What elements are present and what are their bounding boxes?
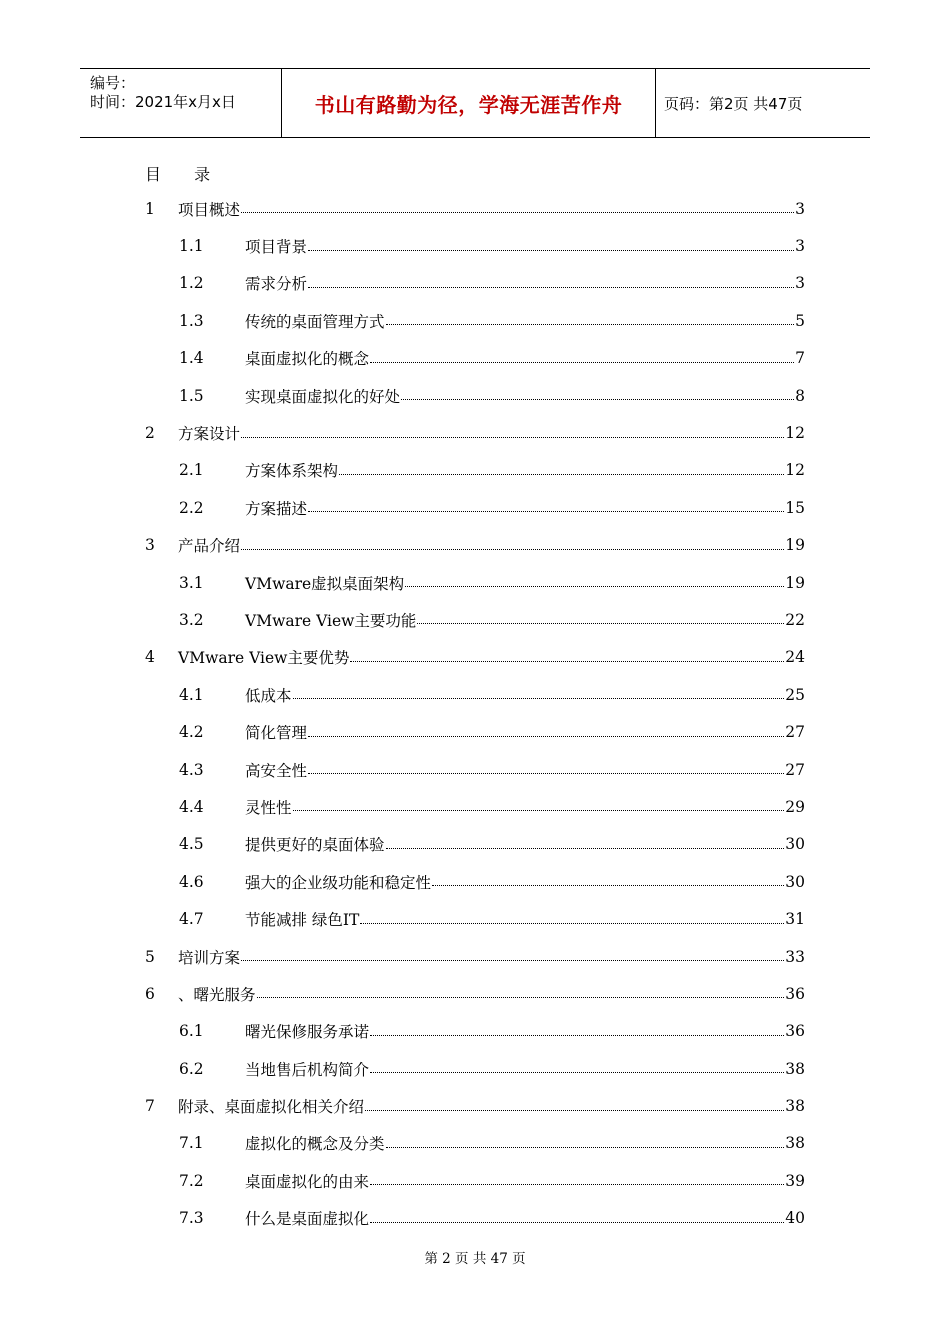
toc-entry-title: 方案体系架构 xyxy=(245,462,339,481)
toc-entry[interactable] xyxy=(145,340,805,377)
toc-entry-number: 4 xyxy=(145,648,155,667)
toc-entry-title: 简化管理 xyxy=(245,724,308,743)
toc-entry-title: 桌面虚拟化的概念 xyxy=(245,350,370,369)
toc-entry-title: 什么是桌面虚拟化 xyxy=(245,1210,370,1229)
toc-entry-number: 4.1 xyxy=(179,685,204,704)
toc-entry[interactable] xyxy=(145,713,805,750)
toc-leader-dots xyxy=(308,773,784,774)
toc-leader-dots xyxy=(257,997,785,998)
toc-leader-dots xyxy=(370,1222,784,1223)
toc-leader-dots xyxy=(365,1110,784,1111)
toc-entry-title: 方案设计 xyxy=(178,425,241,444)
toc-entry-number: 4.7 xyxy=(179,910,204,929)
toc-leader-dots xyxy=(370,1035,784,1036)
toc-entry-number: 4.5 xyxy=(179,835,204,854)
toc-entry[interactable] xyxy=(145,564,805,601)
table-of-contents xyxy=(145,190,805,1237)
toc-entry[interactable] xyxy=(145,377,805,414)
toc-leader-dots xyxy=(370,1072,784,1073)
toc-leader-dots xyxy=(308,736,784,737)
doc-number-label: 编号： xyxy=(90,74,136,92)
toc-entry-number: 1.4 xyxy=(179,349,204,368)
toc-entry-title: 实现桌面虚拟化的好处 xyxy=(245,387,401,406)
toc-leader-dots xyxy=(432,885,784,886)
toc-leader-dots xyxy=(405,586,784,587)
toc-entry[interactable] xyxy=(145,265,805,302)
toc-entry-number: 7.3 xyxy=(179,1209,204,1228)
toc-entry-number: 4.2 xyxy=(179,723,204,742)
toc-entry[interactable] xyxy=(145,1013,805,1050)
toc-entry[interactable] xyxy=(145,1087,805,1124)
toc-entry-page: 19 xyxy=(785,536,805,555)
toc-entry-title: 需求分析 xyxy=(245,275,308,294)
toc-entry-page: 15 xyxy=(785,498,805,517)
toc-entry-number: 2.2 xyxy=(179,498,204,517)
toc-entry-title: 虚拟化的概念及分类 xyxy=(245,1135,385,1154)
toc-entry-title: 灵性性 xyxy=(245,798,292,817)
toc-entry-number: 4.3 xyxy=(179,760,204,779)
toc-entry-title: 强大的企业级功能和稳定性 xyxy=(245,873,432,892)
page-footer: 第 2 页 共 47 页 xyxy=(424,1251,526,1267)
toc-entry-title: 项目背景 xyxy=(245,238,308,257)
toc-entry-title: VMware View主要优势 xyxy=(178,649,350,668)
toc-entry[interactable] xyxy=(145,227,805,264)
toc-entry-page: 39 xyxy=(785,1171,805,1190)
toc-entry-page: 25 xyxy=(785,685,805,704)
toc-entry-number: 1.3 xyxy=(179,311,204,330)
toc-entry-number: 6.2 xyxy=(179,1059,204,1078)
toc-leader-dots xyxy=(308,287,794,288)
toc-entry[interactable] xyxy=(145,414,805,451)
motto-text: 书山有路勤为径，学海无涯苦作舟 xyxy=(314,92,623,117)
toc-entry-title: 、曙光服务 xyxy=(178,985,256,1004)
header-meta xyxy=(80,69,281,137)
toc-entry-number: 3.2 xyxy=(179,610,204,629)
toc-entry-page: 29 xyxy=(785,797,805,816)
toc-entry[interactable] xyxy=(145,1125,805,1162)
toc-entry[interactable] xyxy=(145,302,805,339)
toc-entry-number: 4.4 xyxy=(179,797,204,816)
toc-entry-page: 33 xyxy=(785,947,805,966)
toc-leader-dots xyxy=(241,437,784,438)
toc-entry-page: 30 xyxy=(785,872,805,891)
toc-entry-number: 1.1 xyxy=(179,237,204,256)
toc-entry[interactable] xyxy=(145,900,805,937)
toc-entry-number: 2.1 xyxy=(179,461,204,480)
toc-entry-number: 2 xyxy=(145,424,155,443)
toc-leader-dots xyxy=(386,848,785,849)
toc-entry-number: 7.2 xyxy=(179,1171,204,1190)
toc-leader-dots xyxy=(386,1147,785,1148)
toc-leader-dots xyxy=(308,511,784,512)
toc-leader-dots xyxy=(401,399,794,400)
toc-entry-page: 40 xyxy=(785,1209,805,1228)
toc-entry-page: 30 xyxy=(785,835,805,854)
toc-entry-page: 19 xyxy=(785,573,805,592)
page-info-text: 页码：第2页 共47页 xyxy=(664,94,803,113)
toc-entry-title: 提供更好的桌面体验 xyxy=(245,836,385,855)
toc-title: 目 录 xyxy=(145,165,225,184)
toc-entry-page: 36 xyxy=(785,984,805,1003)
toc-entry[interactable] xyxy=(145,863,805,900)
toc-entry[interactable] xyxy=(145,639,805,676)
header-page-info xyxy=(655,69,870,137)
toc-entry[interactable] xyxy=(145,788,805,825)
toc-entry-page: 38 xyxy=(785,1059,805,1078)
toc-leader-dots xyxy=(417,623,784,624)
toc-entry-page: 38 xyxy=(785,1097,805,1116)
toc-entry-title: 低成本 xyxy=(245,686,292,705)
toc-leader-dots xyxy=(308,250,794,251)
toc-entry-number: 7 xyxy=(145,1097,155,1116)
toc-entry-page: 27 xyxy=(785,760,805,779)
toc-entry-number: 6.1 xyxy=(179,1022,204,1041)
toc-leader-dots xyxy=(241,960,784,961)
toc-entry-page: 8 xyxy=(795,386,805,405)
toc-leader-dots xyxy=(370,1184,784,1185)
toc-entry[interactable] xyxy=(145,1200,805,1237)
toc-entry[interactable] xyxy=(145,975,805,1012)
toc-entry-title: VMware虚拟桌面架构 xyxy=(245,574,405,593)
toc-leader-dots xyxy=(241,212,794,213)
toc-entry-page: 22 xyxy=(785,610,805,629)
toc-entry-number: 4.6 xyxy=(179,872,204,891)
toc-leader-dots xyxy=(293,810,785,811)
toc-leader-dots xyxy=(293,698,785,699)
toc-entry[interactable] xyxy=(145,1050,805,1087)
toc-entry[interactable] xyxy=(145,1162,805,1199)
toc-entry-number: 5 xyxy=(145,947,155,966)
toc-entry[interactable] xyxy=(145,676,805,713)
toc-entry[interactable] xyxy=(145,601,805,638)
toc-leader-dots xyxy=(241,549,784,550)
toc-entry-number: 6 xyxy=(145,984,155,1003)
toc-entry-number: 3 xyxy=(145,536,155,555)
toc-entry-page: 36 xyxy=(785,1022,805,1041)
toc-entry[interactable] xyxy=(145,190,805,227)
toc-entry-page: 38 xyxy=(785,1134,805,1153)
toc-entry-page: 3 xyxy=(795,237,805,256)
toc-entry-number: 1 xyxy=(145,199,155,218)
toc-leader-dots xyxy=(360,923,784,924)
toc-leader-dots xyxy=(386,324,795,325)
toc-entry-title: 培训方案 xyxy=(178,948,241,967)
toc-entry[interactable] xyxy=(145,826,805,863)
toc-entry-number: 3.1 xyxy=(179,573,204,592)
toc-entry-page: 31 xyxy=(785,910,805,929)
toc-entry-page: 12 xyxy=(785,461,805,480)
toc-entry-page: 12 xyxy=(785,424,805,443)
toc-entry-title: VMware View主要功能 xyxy=(245,611,417,630)
header-motto xyxy=(281,69,656,137)
toc-entry-title: 附录、桌面虚拟化相关介绍 xyxy=(178,1098,365,1117)
toc-entry[interactable] xyxy=(145,527,805,564)
toc-entry[interactable] xyxy=(145,452,805,489)
toc-entry[interactable] xyxy=(145,938,805,975)
toc-entry[interactable] xyxy=(145,751,805,788)
toc-entry-number: 7.1 xyxy=(179,1134,204,1153)
toc-leader-dots xyxy=(350,661,784,662)
doc-time-label: 时间：2021年x月x日 xyxy=(90,93,236,111)
toc-entry-number: 1.2 xyxy=(179,274,204,293)
toc-entry-title: 传统的桌面管理方式 xyxy=(245,312,385,331)
toc-entry-title: 产品介绍 xyxy=(178,537,241,556)
toc-entry-title: 曙光保修服务承诺 xyxy=(245,1023,370,1042)
toc-entry-title: 当地售后机构简介 xyxy=(245,1060,370,1079)
toc-entry-page: 7 xyxy=(795,349,805,368)
page-header xyxy=(80,68,870,138)
toc-entry-title: 高安全性 xyxy=(245,761,308,780)
toc-entry-page: 27 xyxy=(785,723,805,742)
toc-entry-title: 项目概述 xyxy=(178,200,241,219)
toc-entry-page: 3 xyxy=(795,274,805,293)
toc-entry-title: 桌面虚拟化的由来 xyxy=(245,1172,370,1191)
toc-leader-dots xyxy=(339,474,784,475)
toc-entry-page: 3 xyxy=(795,199,805,218)
toc-leader-dots xyxy=(370,362,794,363)
toc-entry-page: 24 xyxy=(785,648,805,667)
toc-entry-title: 节能减排 绿色IT xyxy=(245,911,360,930)
toc-entry-title: 方案描述 xyxy=(245,499,308,518)
toc-entry[interactable] xyxy=(145,489,805,526)
toc-entry-page: 5 xyxy=(795,311,805,330)
toc-entry-number: 1.5 xyxy=(179,386,204,405)
